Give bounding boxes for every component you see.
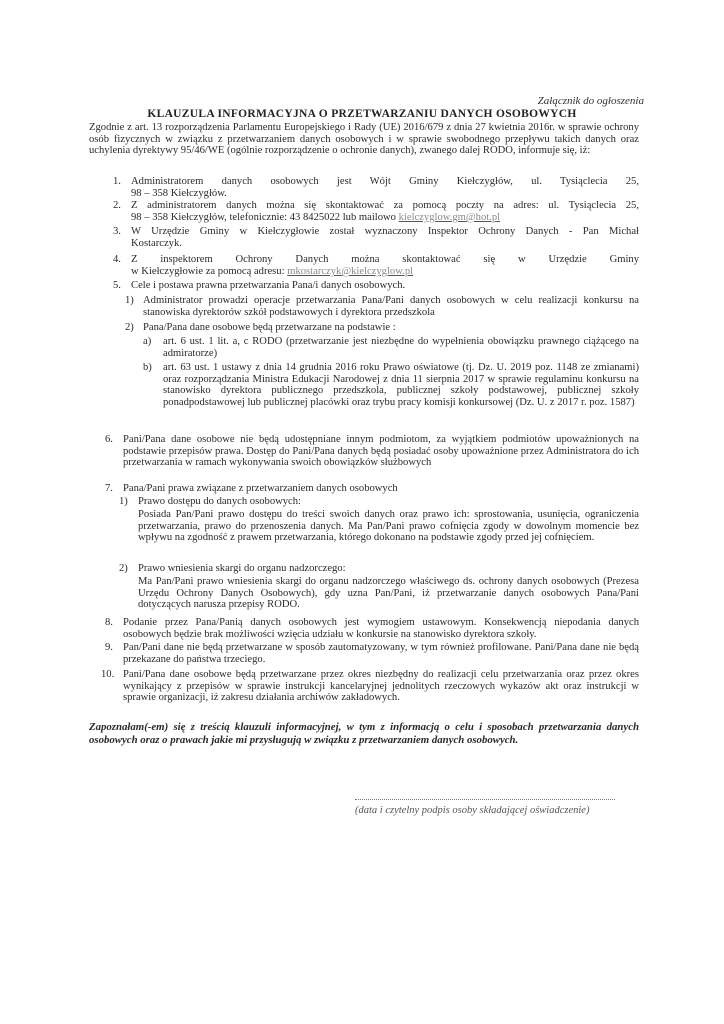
item-10-text: Pani/Pana dane osobowe będą przetwarzane przez okres niezbędny do realizacji celu przetwarzania oraz przez okres wynikający z przepisów w sprawie instrukcji kancelaryjnej jednolitych rzeczowych wykazów akt oraz instrukcji w sprawie organizacji, iż zakresu działania archiwów zakładowych. bbox=[123, 669, 639, 704]
item-4-text: Z inspektorem Ochrony Danych można skontaktować się w Urzędzie Gminy bbox=[131, 254, 639, 265]
item-2-text-cont bbox=[131, 212, 639, 224]
item-2-contact: 98 – 358 Kiełczygłów, telefonicznie: 43 8425022 lub mailowo bbox=[131, 212, 399, 223]
item-7-number: 7. bbox=[105, 483, 113, 494]
item-5-number: 5. bbox=[113, 280, 121, 291]
item-5-sub2-text: Pana/Pana dane osobowe będą przetwarzane na podstawie : bbox=[143, 322, 396, 333]
item-5-sub1-text: Administrator prowadzi operacje przetwarzania Pana/Pani danych osobowych w celu realizacji konkursu na stanowiska dyrektorów szkół podstawowych i dyrektora przedszkola bbox=[143, 295, 639, 318]
item-3-text-cont: Kostarczyk. bbox=[131, 238, 182, 249]
item-6-number: 6. bbox=[105, 434, 113, 445]
item-5-a-number: a) bbox=[143, 336, 152, 347]
intro-paragraph: Zgodnie z art. 13 rozporządzenia Parlamentu Europejskiego i Rady (UE) 2016/679 z dnia 27 kwietnia 2016r. w sprawie ochrony osób fizycznych w związku z przetwarzaniem danych osobowych i w sprawie swobodnego przepływu takich danych oraz uchylenia dyrektywy 95/46/WE (ogólnie rozporządzenie o ochronie danych), zwanego dalej RODO, informuje się, iż: bbox=[89, 122, 639, 157]
item-5-a-text: art. 6 ust. 1 lit. a, c RODO (przetwarzanie jest niezbędne do wypełnienia obowiązku prawnego ciążącego na admiratorze) bbox=[163, 336, 639, 359]
item-5-sub2-number: 2) bbox=[125, 322, 134, 333]
item-1-text: Administratorem danych osobowych jest Wójt Gminy Kiełczygłów, ul. Tysiąclecia 25, bbox=[131, 176, 639, 187]
attachment-note: Załącznik do ogłoszenia bbox=[537, 95, 644, 107]
item-9-number: 9. bbox=[105, 642, 113, 653]
item-7-sub1-number: 1) bbox=[119, 496, 128, 507]
item-4-contact: w Kiełczygłowie za pomocą adresu: bbox=[131, 266, 288, 277]
item-8-text: Podanie przez Pana/Panią danych osobowych jest wymogiem ustawowym. Konsekwencją niepodania danych osobowych będzie brak możliwości wzięcia udziału w konkursie na stanowisko dyrektora szkoły. bbox=[123, 617, 639, 640]
item-9-text: Pan/Pani dane nie będą przetwarzane w sposób zautomatyzowany, w tym również profilowane. Pani/Pana dane nie będą przekazane do państwa trzeciego. bbox=[123, 642, 639, 665]
item-4-text-cont bbox=[131, 266, 639, 278]
item-5-sub1-number: 1) bbox=[125, 295, 134, 306]
signature-line bbox=[355, 791, 615, 800]
item-7-sub2-heading: Prawo wniesienia skargi do organu nadzorczego: bbox=[138, 563, 346, 574]
item-8-number: 8. bbox=[105, 617, 113, 628]
item-7-sub2-body: Ma Pan/Pani prawo wniesienia skargi do organu nadzorczego właściwego ds. ochrony danych osobowych (Prezesa Urzędu Ochrony Danych Osobowych), gdy uzna Pan/Pani, iż przetwarzanie danych osobowych Pana/Pani dotyczących narusza przepisy RODO. bbox=[138, 576, 639, 611]
item-5-b-number: b) bbox=[143, 362, 152, 373]
item-2-text: Z administratorem danych można się skontaktować za pomocą poczty na adres: ul. Tysiąclecia 25, bbox=[131, 200, 639, 211]
email-link-gmina[interactable]: kielczyglow.gm@hot.pl bbox=[398, 212, 501, 223]
item-2-number: 2. bbox=[113, 200, 121, 211]
item-7-sub1-heading: Prawo dostępu do danych osobowych: bbox=[138, 496, 302, 507]
item-7-sub2-number: 2) bbox=[119, 563, 128, 574]
item-7-sub1-body: Posiada Pan/Pani prawo dostępu do treści swoich danych oraz prawo ich: sprostowania, usunięcia, ograniczenia przetwarzania, prawo do przenoszenia danych. Ma Pan/Pani prawo cofnięcia zgody w dowolnym momencie bez wpływu na zgodność z prawem przetwarzania, którego dokonano na podstawie zgody przed jej cofnięciem. bbox=[138, 509, 639, 544]
acknowledgement-statement: Zapoznałam(-em) się z treścią klauzuli informacyjnej, w tym z informacją o celu i sposobach przetwarzania danych osobowych oraz o prawach jakie mi przysługują w związku z przetwarzaniem danych osobowych. bbox=[89, 721, 639, 746]
item-3-number: 3. bbox=[113, 226, 121, 237]
email-link-iod[interactable]: mkostarczyk@kielczyglow.pl bbox=[287, 266, 414, 277]
item-10-number: 10. bbox=[101, 669, 115, 680]
item-5-b-text: art. 63 ust. 1 ustawy z dnia 14 grudnia 2016 roku Prawo oświatowe (tj. Dz. U. 2019 poz. 1148 ze zmianami) oraz rozporządzania Ministra Edukacji Narodowej z dnia 11 sierpnia 2017 w sprawie regulaminu konkursu na stanowisko dyrektora publicznego przedszkola, publicznej szkoły podstawowej, publicznej szkoły ponadpodstawowej lub publicznej placówki oraz trybu pracy komisji konkursowej (Dz. U. z 2017 r. poz. 1587) bbox=[163, 362, 639, 408]
item-7-text: Pana/Pani prawa związane z przetwarzaniem danych osobowych bbox=[123, 483, 398, 494]
item-6-text: Pani/Pana dane osobowe nie będą udostępniane innym podmiotom, za wyjątkiem podmiotów upoważnionych na podstawie przepisów prawa. Dostęp do Pani/Pana danych będą posiadać osoby upoważnione przez Administratora do ich przetwarzania w ramach wykonywania swoich obowiązków służbowych bbox=[123, 434, 639, 469]
item-5-text: Cele i postawa prawna przetwarzania Pana/i danych osobowych. bbox=[131, 280, 406, 291]
item-4-number: 4. bbox=[113, 254, 121, 265]
item-1-text-cont: 98 – 358 Kiełczygłów. bbox=[131, 188, 227, 199]
signature-caption: (data i czytelny podpis osoby składającej oświadczenie) bbox=[355, 805, 590, 816]
item-1-number: 1. bbox=[113, 176, 121, 187]
item-3-text: W Urzędzie Gminy w Kiełczygłowie został wyznaczony Inspektor Ochrony Danych - Pan Michał bbox=[131, 226, 639, 237]
document-title: KLAUZULA INFORMACYJNA O PRZETWARZANIU DANYCH OSOBOWYCH bbox=[147, 108, 577, 120]
